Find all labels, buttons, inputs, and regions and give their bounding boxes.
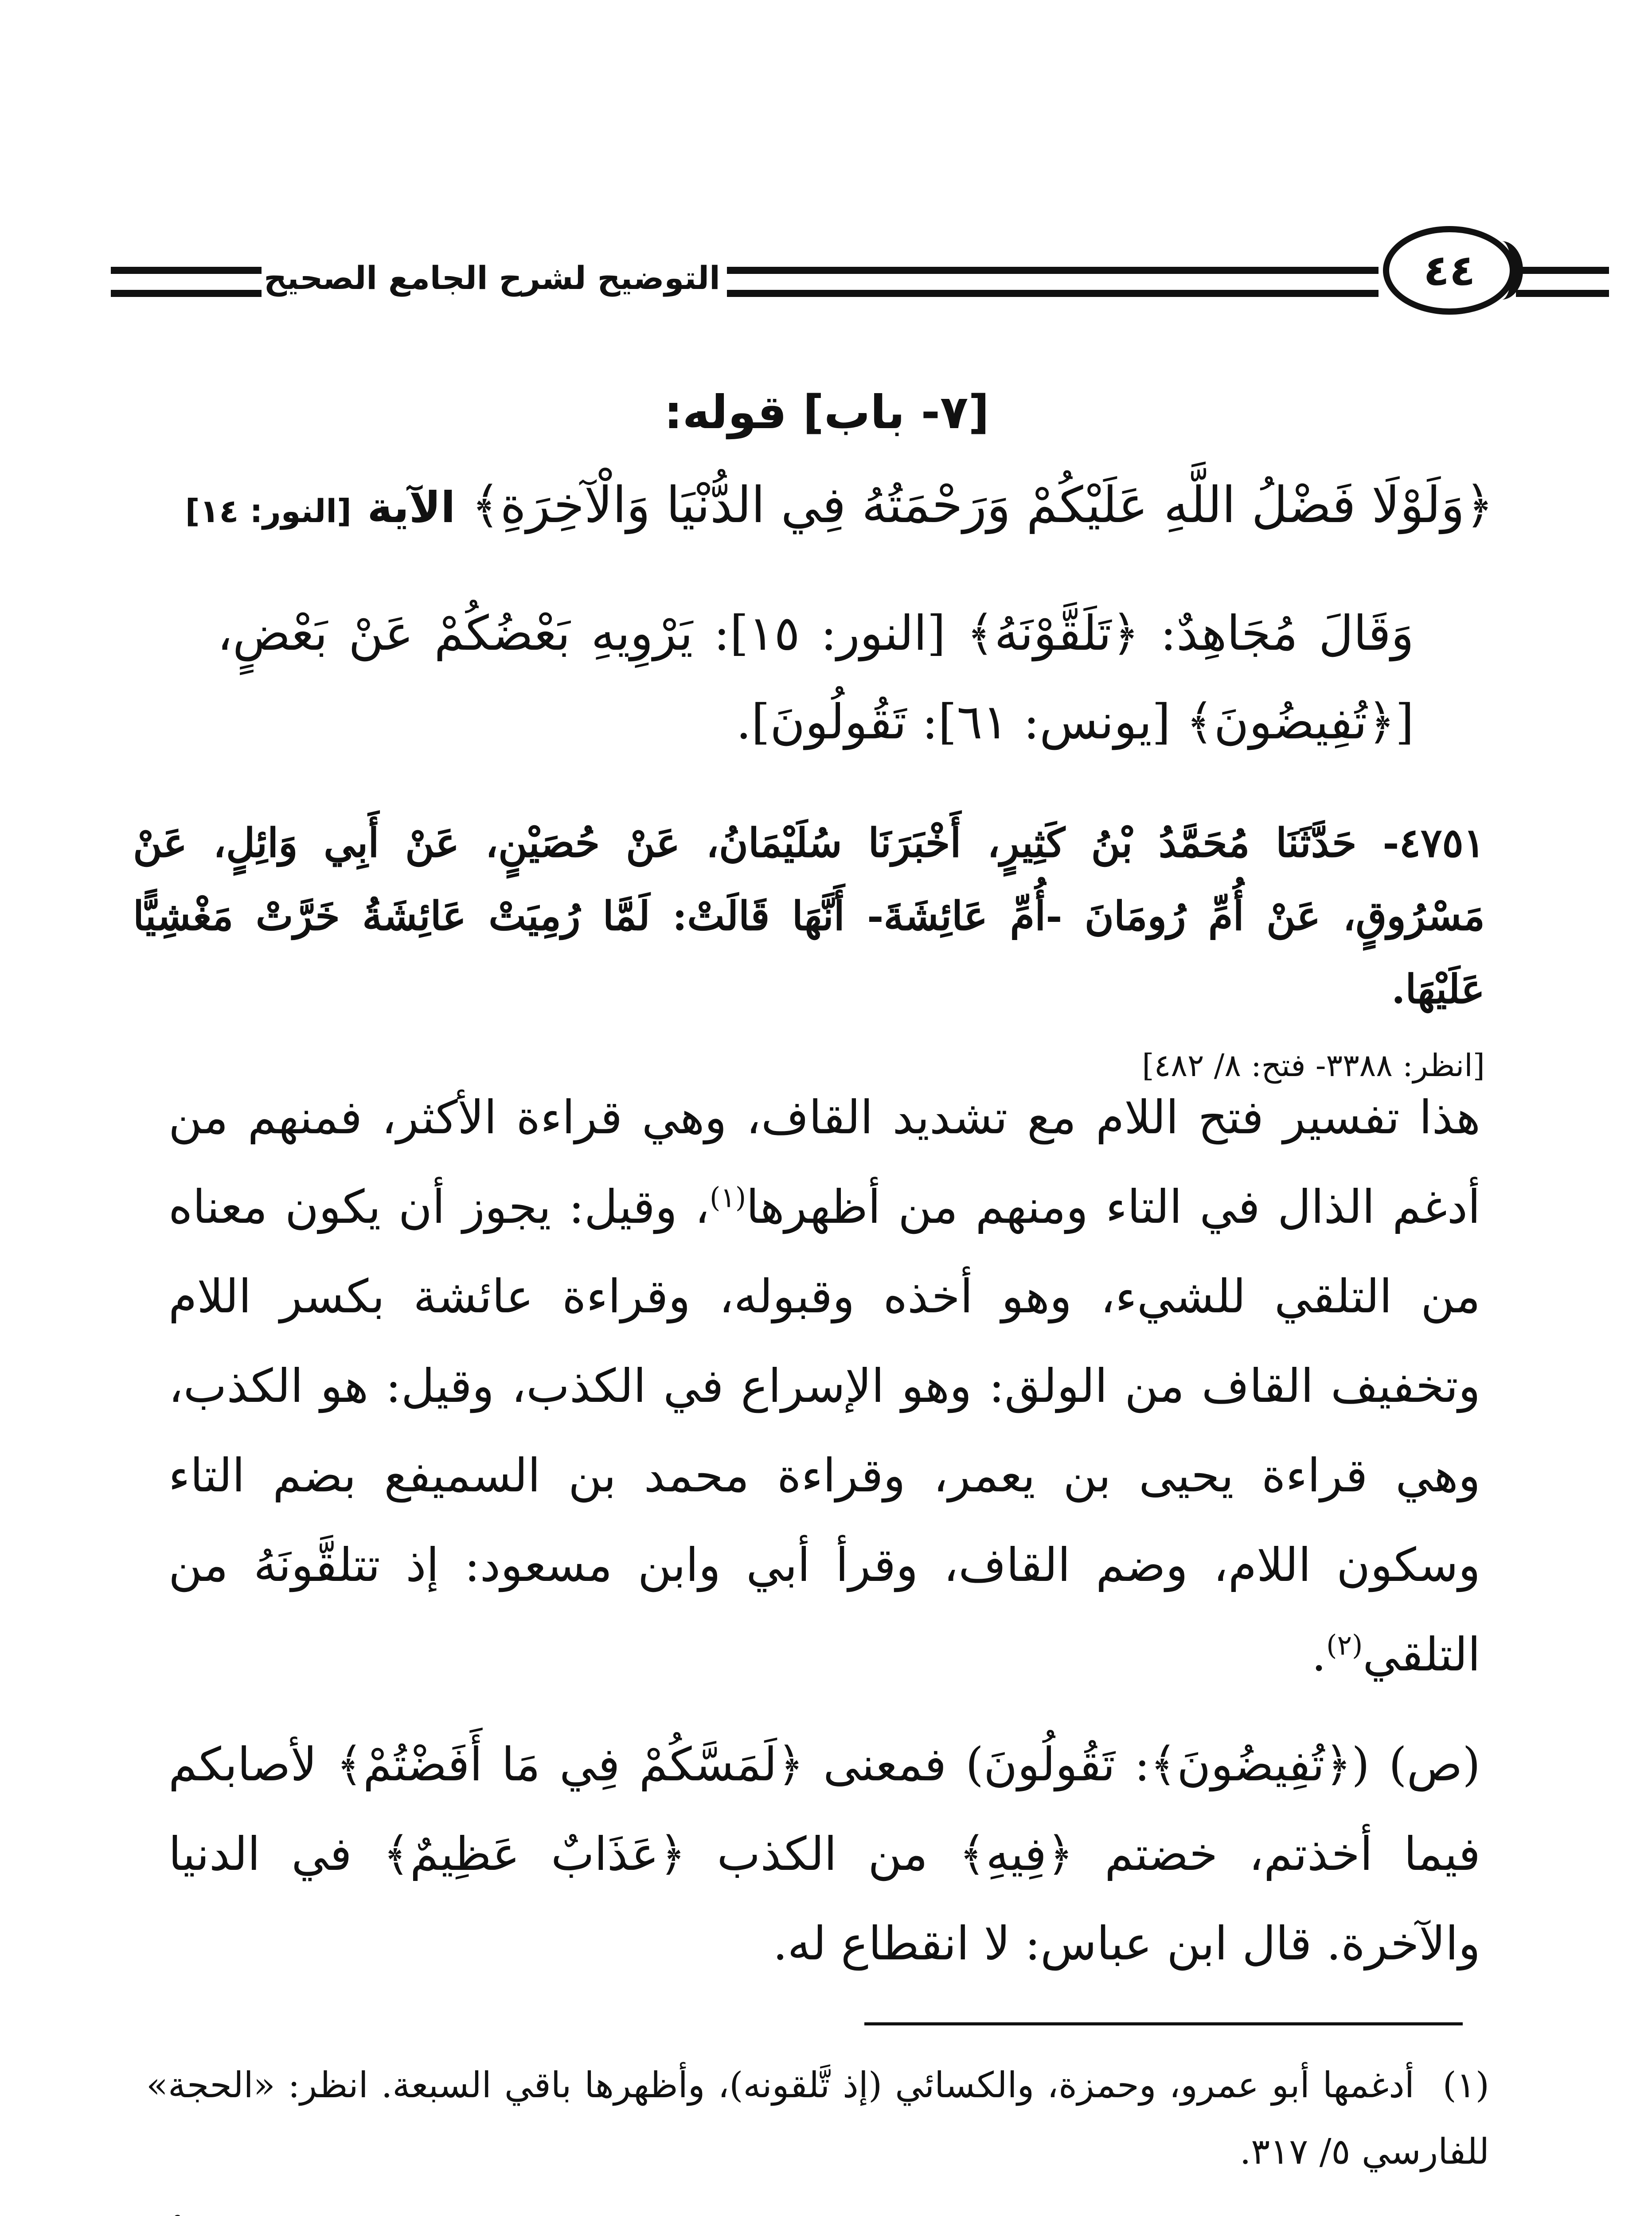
verse-text: ﴿وَلَوْلَا فَضْلُ اللَّهِ عَلَيْكُمْ وَرَحْمَتُهُ فِي الدُّنْيَا وَالْآخِرَةِ﴾ — [471, 476, 1494, 534]
hadith-reference: [انظر: ٣٣٨٨- فتح: ٨/ ٤٨٢] — [1142, 1047, 1485, 1084]
commentary-paragraph-2: (ص) (﴿تُفِيضُونَ﴾: تَقُولُونَ) فمعنى ﴿لَمَسَّكُمْ فِي مَا أَفَضْتُمْ﴾ لأصابكم فيما أخذتم، خضتم ﴿فِيهِ﴾ من الكذب ﴿عَذَابٌ عَظِيمٌ﴾ في الدنيا والآخرة. قال ابن عباس: لا انقطاع له. — [168, 1737, 1480, 1970]
commentary-1-part-c: . — [1312, 1627, 1327, 1682]
footnote-marker-1: (١) — [710, 1181, 746, 1214]
hadith-body: ٤٧٥١- حَدَّثَنَا مُحَمَّدُ بْنُ كَثِيرٍ، أَخْبَرَنَا سُلَيْمَانُ، عَنْ حُصَيْنٍ، عَنْ أَبِي وَائِلٍ، عَنْ مَسْرُوقٍ، عَنْ أُمِّ رُومَانَ -أُمِّ عَائِشَةَ- أَنَّهَا قَالَتْ: لَمَّا رُمِيَتْ عَائِشَةُ خَرَّتْ مَغْشِيًّا عَلَيْهَا. — [133, 819, 1485, 1013]
header-rule-left — [111, 267, 262, 298]
footnote-separator — [864, 2022, 1463, 2025]
page-number: ٤٤ — [1423, 246, 1476, 295]
footnote-marker-2: (٢) — [1326, 1629, 1363, 1662]
verse-reference: [النور: ١٤] — [185, 492, 351, 530]
footnote-1-number: (١) — [1442, 2064, 1489, 2106]
mujahid-quote: وَقَالَ مُجَاهِدٌ: ﴿تَلَقَّوْنَهُ﴾ [النور: ١٥]: يَرْوِيهِ بَعْضُكُمْ عَنْ بَعْضٍ، [﴿تُفِيضُونَ﴾ [يونس: ٦١]: تَقُولُونَ]. — [217, 606, 1414, 750]
footnote-2 — [146, 2205, 1489, 2216]
commentary-1-part-a: هذا تفسير فتح اللام مع تشديد القاف، وهي قراءة الأكثر، فمنهم من أدغم الذال في التاء ومنهم من أظهرها — [168, 1090, 1480, 1234]
page-header — [111, 217, 1543, 319]
running-title: التوضيح لشرح الجامع الصحيح — [264, 259, 720, 297]
chapter-verse — [173, 461, 1494, 550]
hadith-text — [133, 807, 1485, 1084]
chapter-title: [٧- باب] قوله: — [664, 385, 989, 439]
footnote-1-text: أدغمها أبو عمرو، وحمزة، والكسائي (إذ تَّلقونه)، وأظهرها باقي السبعة. انظر: «الحجة» للفارسي ٥/ ٣١٧. — [146, 2064, 1489, 2172]
header-rule-right — [1516, 267, 1609, 298]
commentary-1-part-b: ، وقيل: يجوز أن يكون معناه من التلقي للشيء، وهو أخذه وقبوله، وقراءة عائشة بكسر اللام وتخفيف القاف من الولق: وهو الإسراع في الكذب، وقيل: هو الكذب، وهي قراءة يحيى بن يعمر، وقراءة محمد بن السميفع بضم التاء وسكون اللام، وضم القاف، وقرأ أبي وابن مسعود: إذ تتلقَّونَهُ من التلقي — [168, 1180, 1481, 1682]
commentary-paragraph-1 — [168, 1073, 1480, 1711]
footnote-1 — [146, 2052, 1489, 2194]
footnote-2-number — [1427, 2205, 1489, 2216]
verse-suffix: الآية — [367, 483, 456, 532]
page-number-badge — [1383, 226, 1516, 315]
header-rule-middle — [727, 267, 1379, 298]
